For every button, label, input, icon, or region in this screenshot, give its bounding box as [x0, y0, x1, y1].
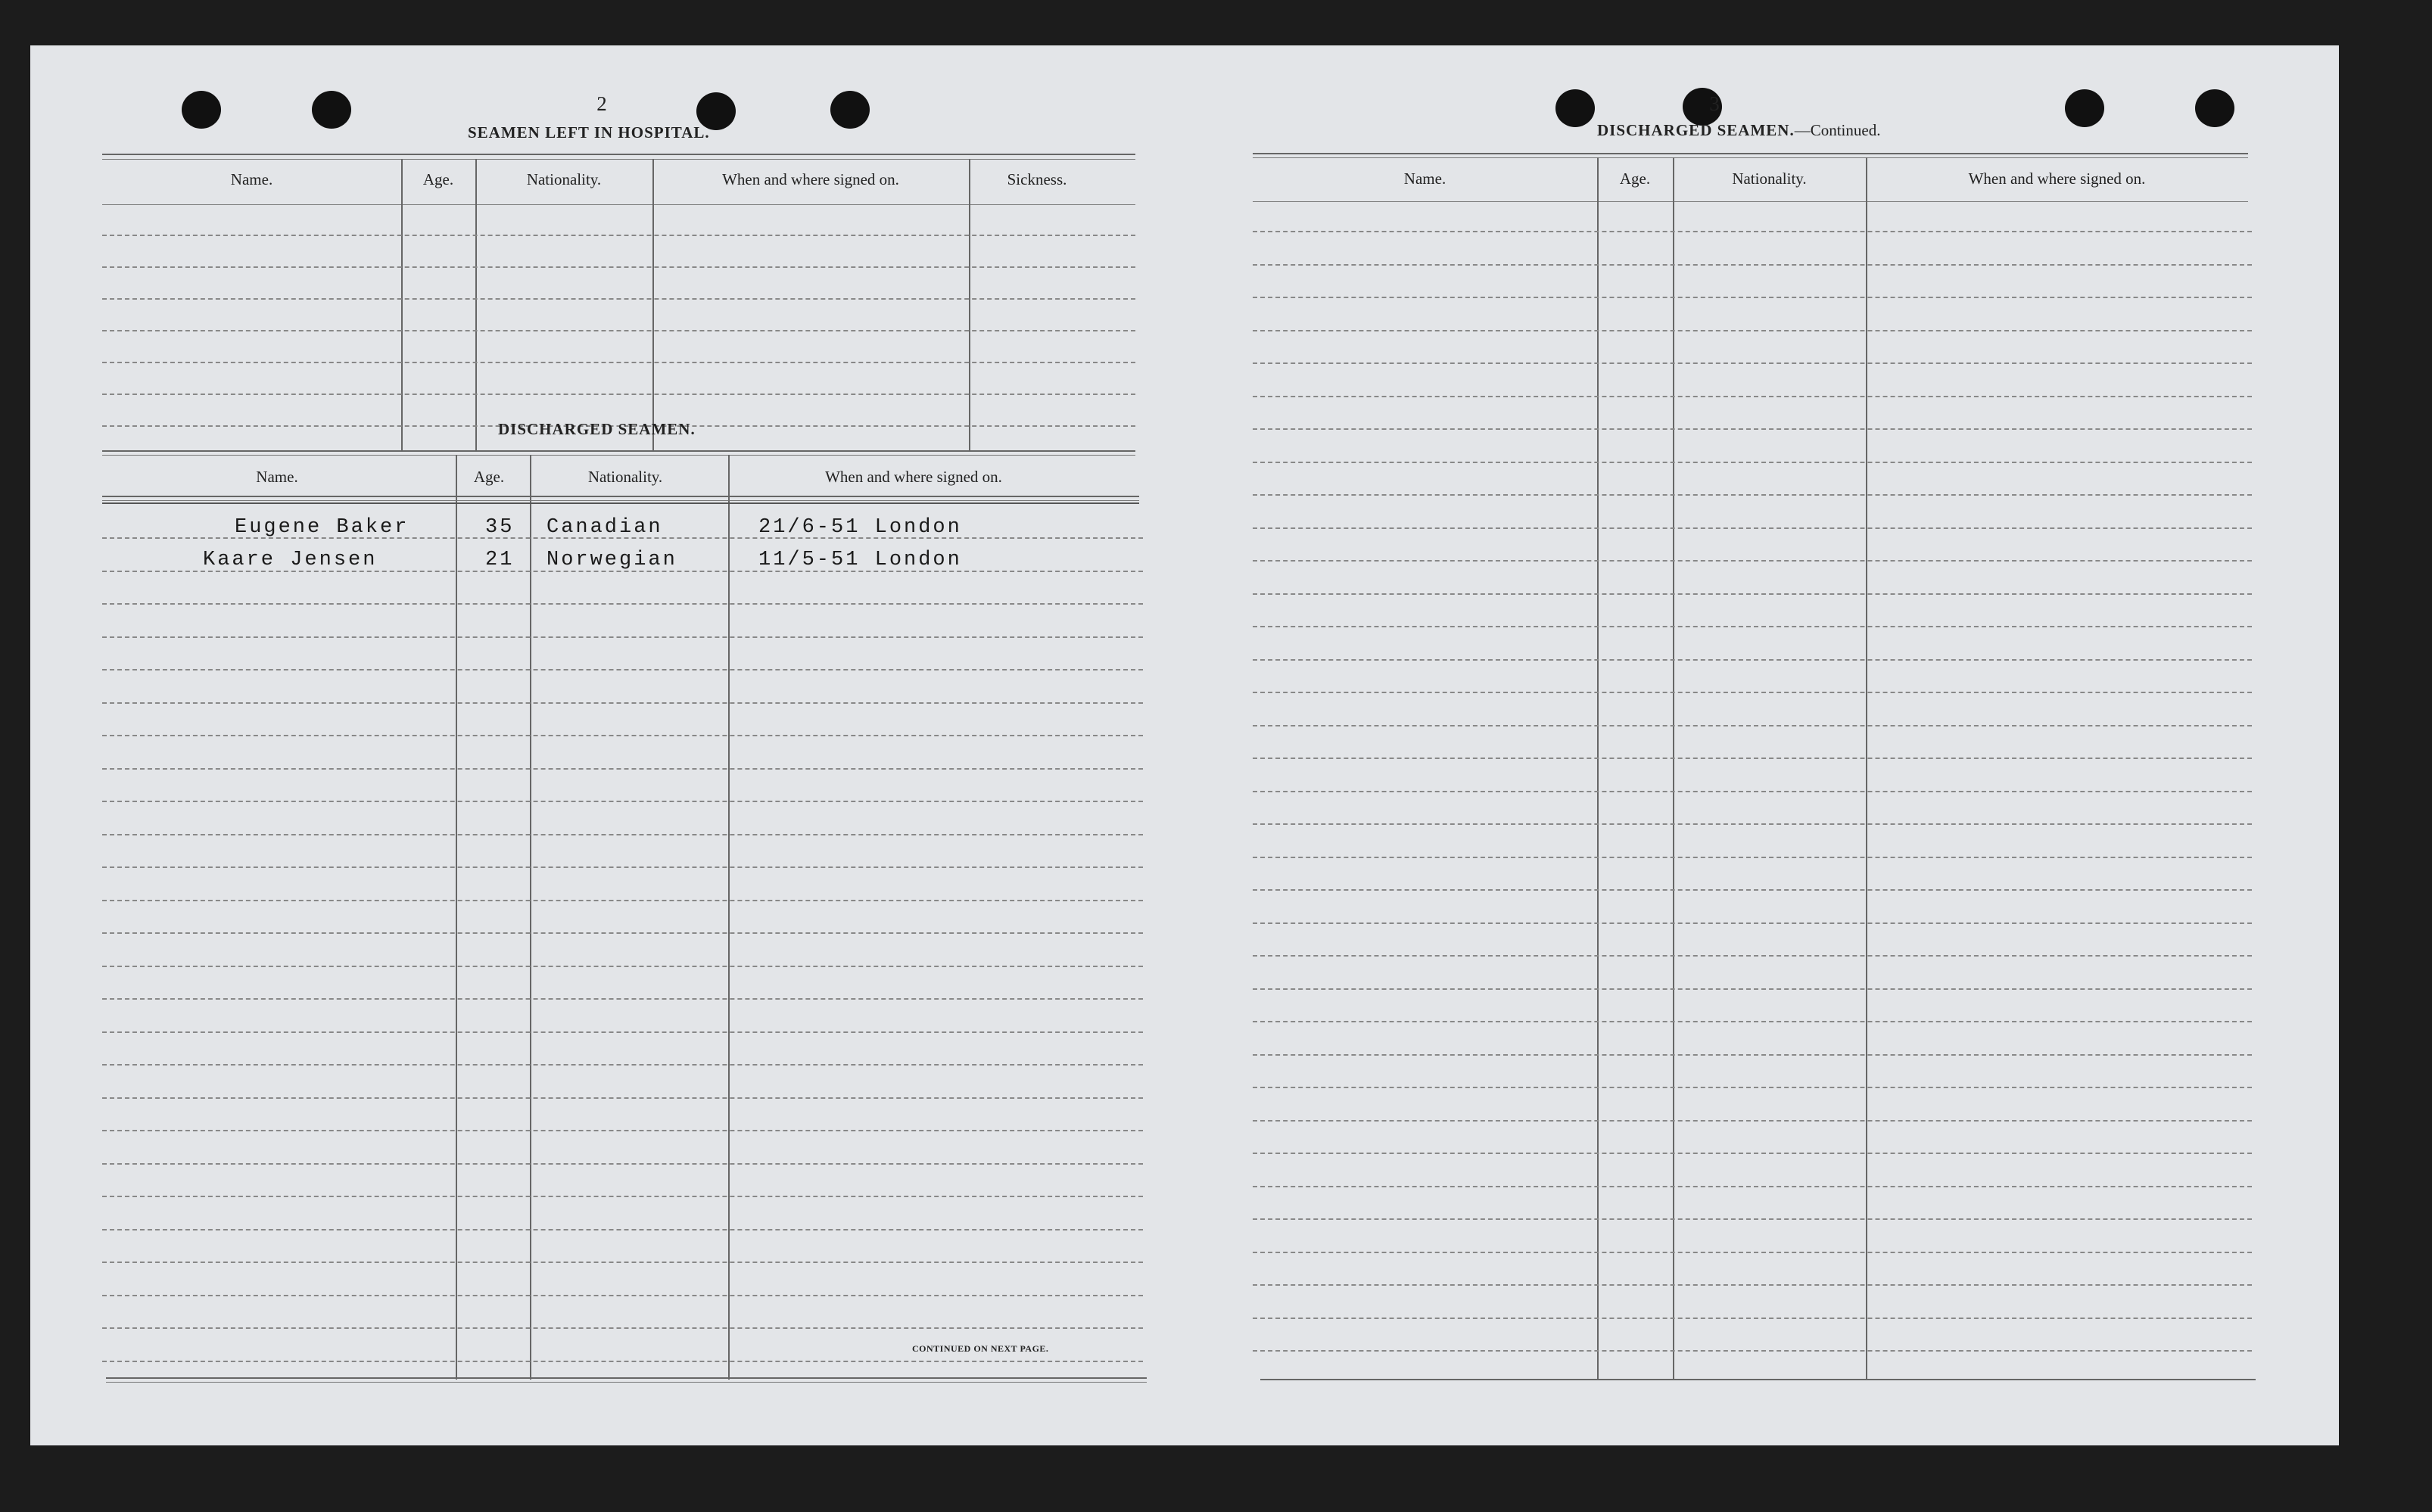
ruled-line [1253, 857, 2252, 858]
ruled-line [1253, 297, 2252, 298]
ruled-line [1253, 1186, 2252, 1187]
ruled-line [1253, 494, 2252, 496]
ruled-line [1253, 955, 2252, 957]
ruled-line [1253, 330, 2252, 331]
ruled-line [1253, 889, 2252, 891]
entry-name: Eugene Baker [235, 516, 409, 539]
page-number-left: 2 [596, 92, 607, 115]
ruled-line [1253, 362, 2252, 364]
ruled-line [1253, 922, 2252, 924]
right-col-age: Age. [1619, 170, 1651, 188]
ruled-line [102, 735, 1143, 736]
ruled-line [1253, 1087, 2252, 1088]
ruled-line [1253, 396, 2252, 397]
ruled-line [1253, 527, 2252, 529]
hospital-col-sickness: Sickness. [1007, 170, 1067, 188]
right-col-name: Name. [1403, 170, 1446, 188]
ruled-line [1253, 560, 2252, 562]
ruled-line [102, 1327, 1143, 1329]
ruled-line [1253, 988, 2252, 990]
ruled-line [102, 900, 1143, 901]
ruled-line [102, 1361, 1143, 1362]
ruled-line [1253, 1153, 2252, 1154]
ledger-paper [30, 45, 2339, 1445]
ruled-line [1253, 1318, 2252, 1319]
ruled-line [102, 866, 1143, 868]
ruled-line [102, 235, 1135, 236]
ruled-line [102, 1130, 1143, 1131]
ruled-line [1253, 791, 2252, 792]
ruled-line [1253, 1350, 2252, 1352]
entry-name: Kaare Jensen [203, 549, 378, 571]
ruled-line [102, 932, 1143, 934]
ruled-line [102, 1097, 1143, 1099]
discharged-col-nationality: Nationality. [587, 468, 663, 486]
hospital-section-title: SEAMEN LEFT IN HOSPITAL. [468, 123, 710, 142]
punch-hole [1555, 89, 1595, 127]
ruled-line [102, 266, 1135, 268]
ruled-line [1253, 1120, 2252, 1122]
ruled-line [1253, 692, 2252, 693]
ruled-line [102, 362, 1135, 363]
ruled-line [102, 1295, 1143, 1296]
ruled-line [1253, 264, 2252, 266]
hospital-col-name: Name. [230, 170, 273, 188]
ruled-line [102, 330, 1135, 331]
ruled-line [1253, 1054, 2252, 1056]
ruled-line [1253, 1218, 2252, 1220]
ruled-line [102, 1031, 1143, 1033]
entry-age: 21 [485, 549, 515, 571]
ruled-line [1253, 1252, 2252, 1253]
right-col-nationality: Nationality. [1732, 170, 1807, 188]
ruled-line [1253, 1284, 2252, 1286]
ruled-line [102, 1229, 1143, 1230]
page-number-right: 3 [1709, 92, 1720, 115]
ruled-line [102, 1196, 1143, 1197]
ruled-line [102, 768, 1143, 770]
discharged-section-title: DISCHARGED SEAMEN. [498, 420, 696, 438]
ruled-line [102, 669, 1143, 670]
hospital-col-signed-on: When and where signed on. [722, 170, 899, 188]
ruled-line [102, 1262, 1143, 1263]
ruled-line [102, 966, 1143, 967]
ruled-line [102, 998, 1143, 1000]
ruled-line [102, 394, 1135, 395]
ruled-line [1253, 231, 2252, 232]
ruled-line [1253, 725, 2252, 726]
ruled-line [1253, 593, 2252, 595]
hospital-col-age: Age. [422, 170, 454, 188]
entry-signed-on: 11/5-51 London [758, 549, 962, 571]
hospital-col-nationality: Nationality. [526, 170, 602, 188]
right-title-suffix: —Continued. [1794, 121, 1881, 139]
right-col-signed-on: When and where signed on. [1968, 170, 2146, 188]
ruled-line [1253, 428, 2252, 430]
ruled-line [1253, 462, 2252, 463]
punch-hole [2065, 89, 2104, 127]
ruled-line [102, 702, 1143, 704]
discharged-col-name: Name. [256, 468, 298, 486]
punch-hole [2195, 89, 2234, 127]
entry-nationality: Canadian [546, 516, 663, 539]
entry-nationality: Norwegian [546, 549, 677, 571]
entry-signed-on: 21/6-51 London [758, 516, 962, 539]
ruled-line [102, 1163, 1143, 1165]
ruled-line [1253, 758, 2252, 759]
ruled-line [102, 801, 1143, 802]
entry-age: 35 [485, 516, 515, 539]
ruled-line [1253, 659, 2252, 661]
ruled-line [102, 636, 1143, 638]
discharged-col-signed-on: When and where signed on. [825, 468, 1002, 486]
right-title-text: DISCHARGED SEAMEN. [1597, 121, 1795, 139]
ruled-line [102, 834, 1143, 835]
ruled-line [102, 298, 1135, 300]
ruled-line [1253, 1021, 2252, 1022]
ruled-line [102, 603, 1143, 605]
ruled-line [1253, 626, 2252, 627]
ruled-line [102, 1064, 1143, 1066]
hospital-top-rule [102, 154, 1135, 155]
discharged-col-age: Age. [473, 468, 505, 486]
ruled-line [1253, 823, 2252, 825]
punch-hole [312, 91, 351, 129]
continued-note: CONTINUED ON NEXT PAGE. [912, 1343, 1049, 1354]
punch-hole [830, 91, 870, 129]
punch-hole [182, 91, 221, 129]
right-page-title [1597, 121, 1880, 140]
